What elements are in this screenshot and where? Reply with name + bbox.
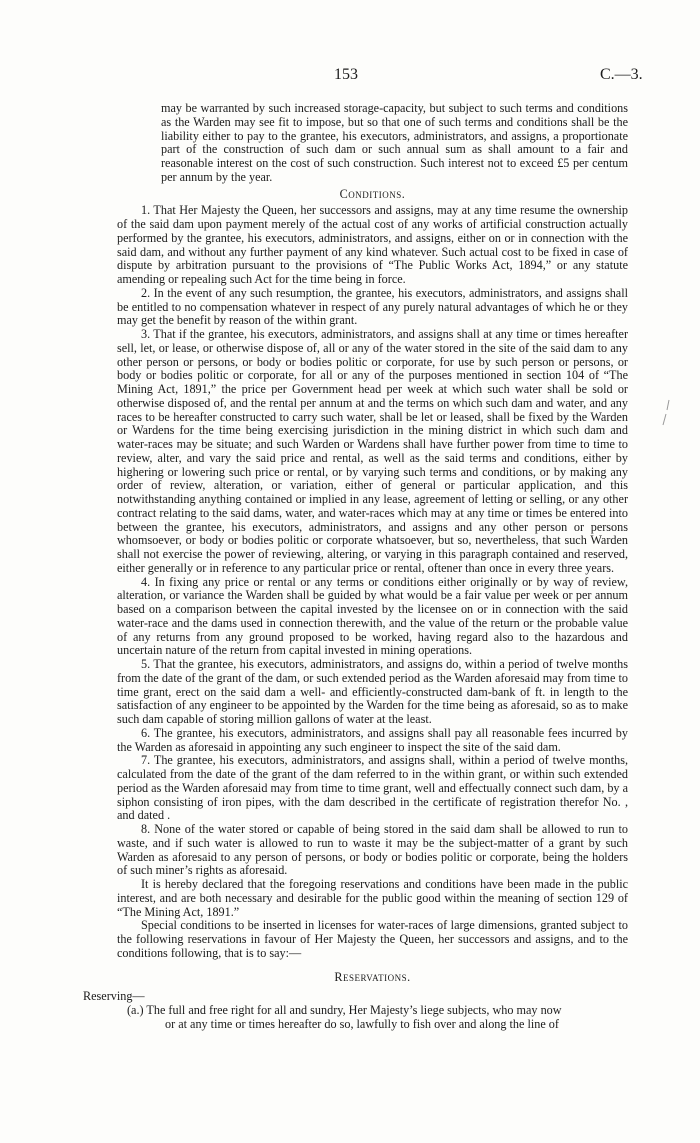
condition-7: 7. The grantee, his executors, administrators, and assigns shall, within a period of twelve months, calculated from the date of the grant of the dam referred to in the within grant, or within such extended period as the Warden aforesaid may from time to time grant, well and effectually connect such dam, by a siphon consisting of iron pipes, with the dam described in the certificate of registration therefor No. , and dated . — [117, 753, 628, 823]
condition-3: 3. That if the grantee, his executors, administrators, and assigns shall at any time or times hereafter sell, let, or lease, or otherwise dispose of, all or any of the water stored in the site of the said dam to any other person or persons, or body or bodies politic or corporate, for use by such person or persons, or body or bodies politic or corporate, for all or any of the purposes mentioned in section 104 of “The Mining Act, 1891,” the price per Government head per week at which such water shall be sold or otherwise disposed of, and the rental per annum at and the terms on which such dam and water, and any races to be hereafter constructed to carry such water, shall be let or leased, shall be fixed by the Warden or Wardens for the time being exercising jurisdiction in the mining district in which such dam and water-races may be situate; and such Warden or Wardens shall have further power from time to time to review, alter, and vary the said price and rental, as well as the said terms and conditions, either by highering or lowering such price or rental, or by varying such terms and conditions, or by making any order of review, alteration, or variation, either of general or particular application, and this notwithstanding anything contained or implied in any lease, agreement of letting or selling, or any other contract relating to the said dams, water, and water-races which may at any time or times be entered into between the grantee, his executors, administrators, and assigns and any other person or persons whomsoever, or body or bodies politic or corporate whatsoever, but so, nevertheless, that such Warden shall not exercise the power of reviewing, altering, or varying in this paragraph contained and reserved, either generally or in reference to any particular price or rental, oftener than once in every three years. — [117, 327, 628, 575]
condition-5: 5. That the grantee, his executors, administrators, and assigns do, within a period of twelve months from the date of the grant of the dam, or such extended period as the Warden aforesaid may from time to time grant, erect on the said dam a well- and efficiently-constructed dam-bank of ft. in length to the satisfaction of any engineer to be appointed by the Warden for the time being as aforesaid, so as to make such dam capable of storing million gallons of water at the least. — [117, 657, 628, 726]
reserving-label: Reserving— — [83, 989, 145, 1004]
declaration-paragraph: It is hereby declared that the foregoing reservations and conditions have been made in the public interest, and are both necessary and desirable for the public good within the meaning of section 129 of “The Mining Act, 1891.” — [117, 877, 628, 919]
paper-reference: C.—3. — [600, 66, 643, 83]
condition-6: 6. The grantee, his executors, administrators, and assigns shall pay all reasonable fees incurred by the Warden as aforesaid in appointing any such engineer to inspect the site of the said dam. — [117, 725, 628, 754]
condition-4: 4. In fixing any price or rental or any terms or conditions either originally or by way of review, alteration, or variance the Warden shall be guided by what would be a fair value per week or per annum based on a comparison between the capital invested by the licensee on or in connection with the said water-race and the dams used in connection therewith, and the value of the return or the probable value of any returns from any ground proposed to be worked, having regard also to the hazardous and uncertain nature of the return from capital invested in mining operations. — [117, 574, 628, 658]
condition-8: 8. None of the water stored or capable of being stored in the said dam shall be allowed to run to waste, and if such water is allowed to run to waste it may be the subject-matter of a grant by such Warden as aforesaid to any person of persons, or body or bodies politic or corporate, being the holders of such miner’s rights as aforesaid. — [117, 822, 628, 878]
page-header — [0, 66, 700, 90]
reservation-a-line-2: or at any time or times hereafter do so, lawfully to fish over and along the line of — [165, 1016, 559, 1031]
document-body — [83, 101, 628, 1032]
condition-1: 1. That Her Majesty the Queen, her successors and assigns, may at any time resume the ownership of the said dam upon payment merely of the actual cost of any works of artificial construction actually performed by the grantee, his executors, administrators, and assigns, either on or in connection with the said dam, and without any further payment of any kind whatever. Such actual cost to be fixed in case of dispute by arbitration pursuant to the provisions of “The Public Works Act, 1894,” or any statute amending or repealing such Act for the time being in force. — [117, 203, 628, 286]
reservations-heading: Reservations. — [334, 969, 411, 984]
conditions-heading: Conditions. — [339, 186, 406, 201]
margin-pencil-mark — [660, 398, 674, 428]
page-number: 153 — [334, 66, 358, 83]
condition-2: 2. In the event of any such resumption, the grantee, his executors, administrators, and assigns shall be entitled to no compensation whatever in respect of any purely natural advantages of which he or they may get the benefit by reason of the within grant. — [117, 285, 628, 328]
reservation-a-line-1: (a.) The full and free right for all and sundry, Her Majesty’s liege subjects, who may now — [127, 1003, 562, 1017]
special-conditions-paragraph: Special conditions to be inserted in licenses for water-races of large dimensions, granted subject to the following reservations in favour of Her Majesty the Queen, her successors and assigns, and to the conditions following, that is to say:— — [117, 918, 628, 960]
intro-paragraph: may be warranted by such increased storage-capacity, but subject to such terms and conditions as the Warden may see fit to impose, but so that one of such terms and conditions shall be the liability either to pay to the grantee, his executors, administrators, and assigns, a proportionate part of the construction of such dam or such annual sum as shall amount to a fair and reasonable interest on the cost of such construction. Such interest not to exceed £5 per centum per annum by the year. — [161, 101, 628, 184]
